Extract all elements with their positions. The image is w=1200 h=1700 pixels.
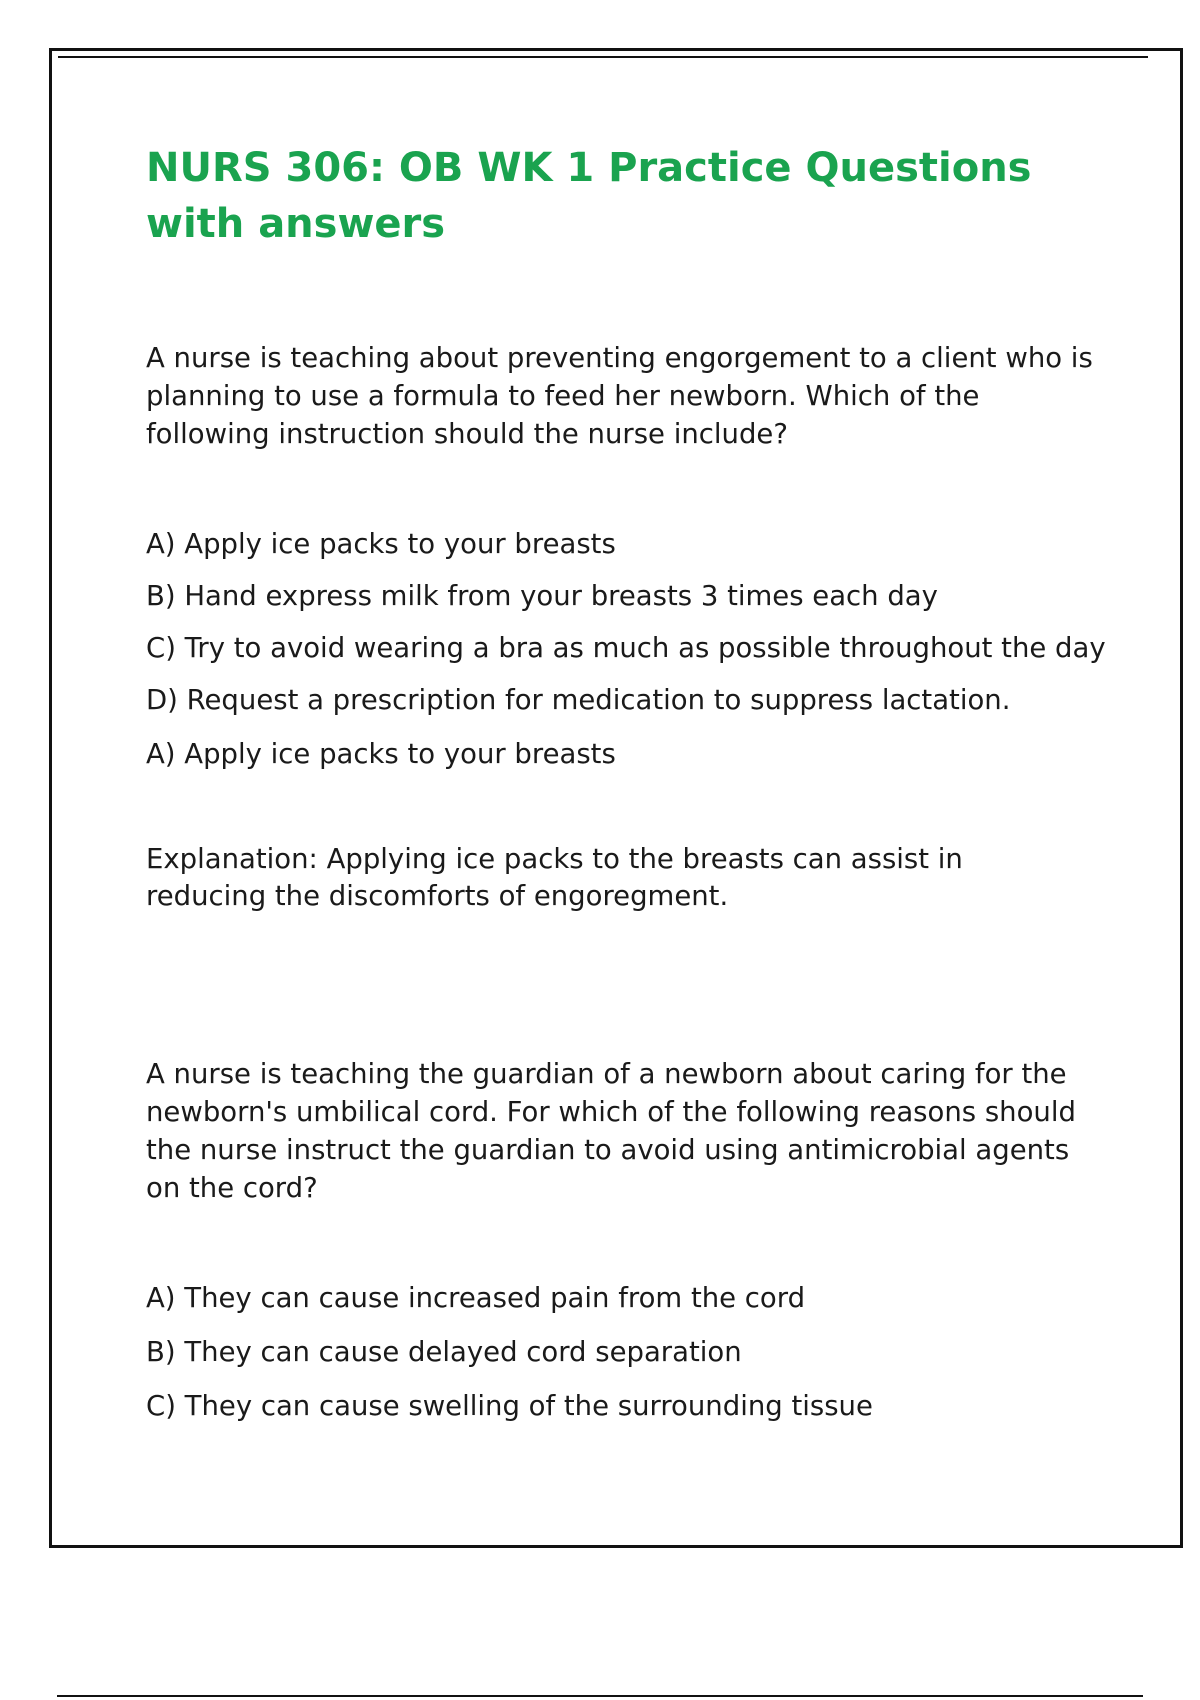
question-2 xyxy=(146,1055,1106,1425)
document-content xyxy=(146,140,1106,1425)
document-title: NURS 306: OB WK 1 Practice Questions with answers xyxy=(146,145,1032,247)
top-divider xyxy=(58,56,1148,58)
question-stem: A nurse is teaching about preventing engorgement to a client who is planning to use a formula to feed her newborn. Which of the following instruction should the nurse include? xyxy=(146,342,1093,450)
question-stem: A nurse is teaching the guardian of a newborn about caring for the newborn's umbilical cord. For which of the following reasons should the nurse instruct the guardian to avoid using antimicrobial agents on the cord? xyxy=(146,1058,1076,1204)
option-b: B) They can cause delayed cord separation xyxy=(146,1336,742,1368)
explanation: Explanation: Applying ice packs to the breasts can assist in reducing the discomforts of engoregment. xyxy=(146,843,963,912)
answer: A) Apply ice packs to your breasts xyxy=(146,738,616,770)
question-1 xyxy=(146,339,1106,915)
option-c: C) They can cause swelling of the surrounding tissue xyxy=(146,1390,873,1422)
option-b: B) Hand express milk from your breasts 3 times each day xyxy=(146,580,938,612)
bottom-divider xyxy=(57,1695,1143,1697)
option-a: A) They can cause increased pain from the cord xyxy=(146,1282,806,1314)
option-d: D) Request a prescription for medication to suppress lactation. xyxy=(146,684,1011,716)
option-c: C) Try to avoid wearing a bra as much as possible throughout the day xyxy=(146,632,1106,664)
option-a: A) Apply ice packs to your breasts xyxy=(146,528,616,560)
